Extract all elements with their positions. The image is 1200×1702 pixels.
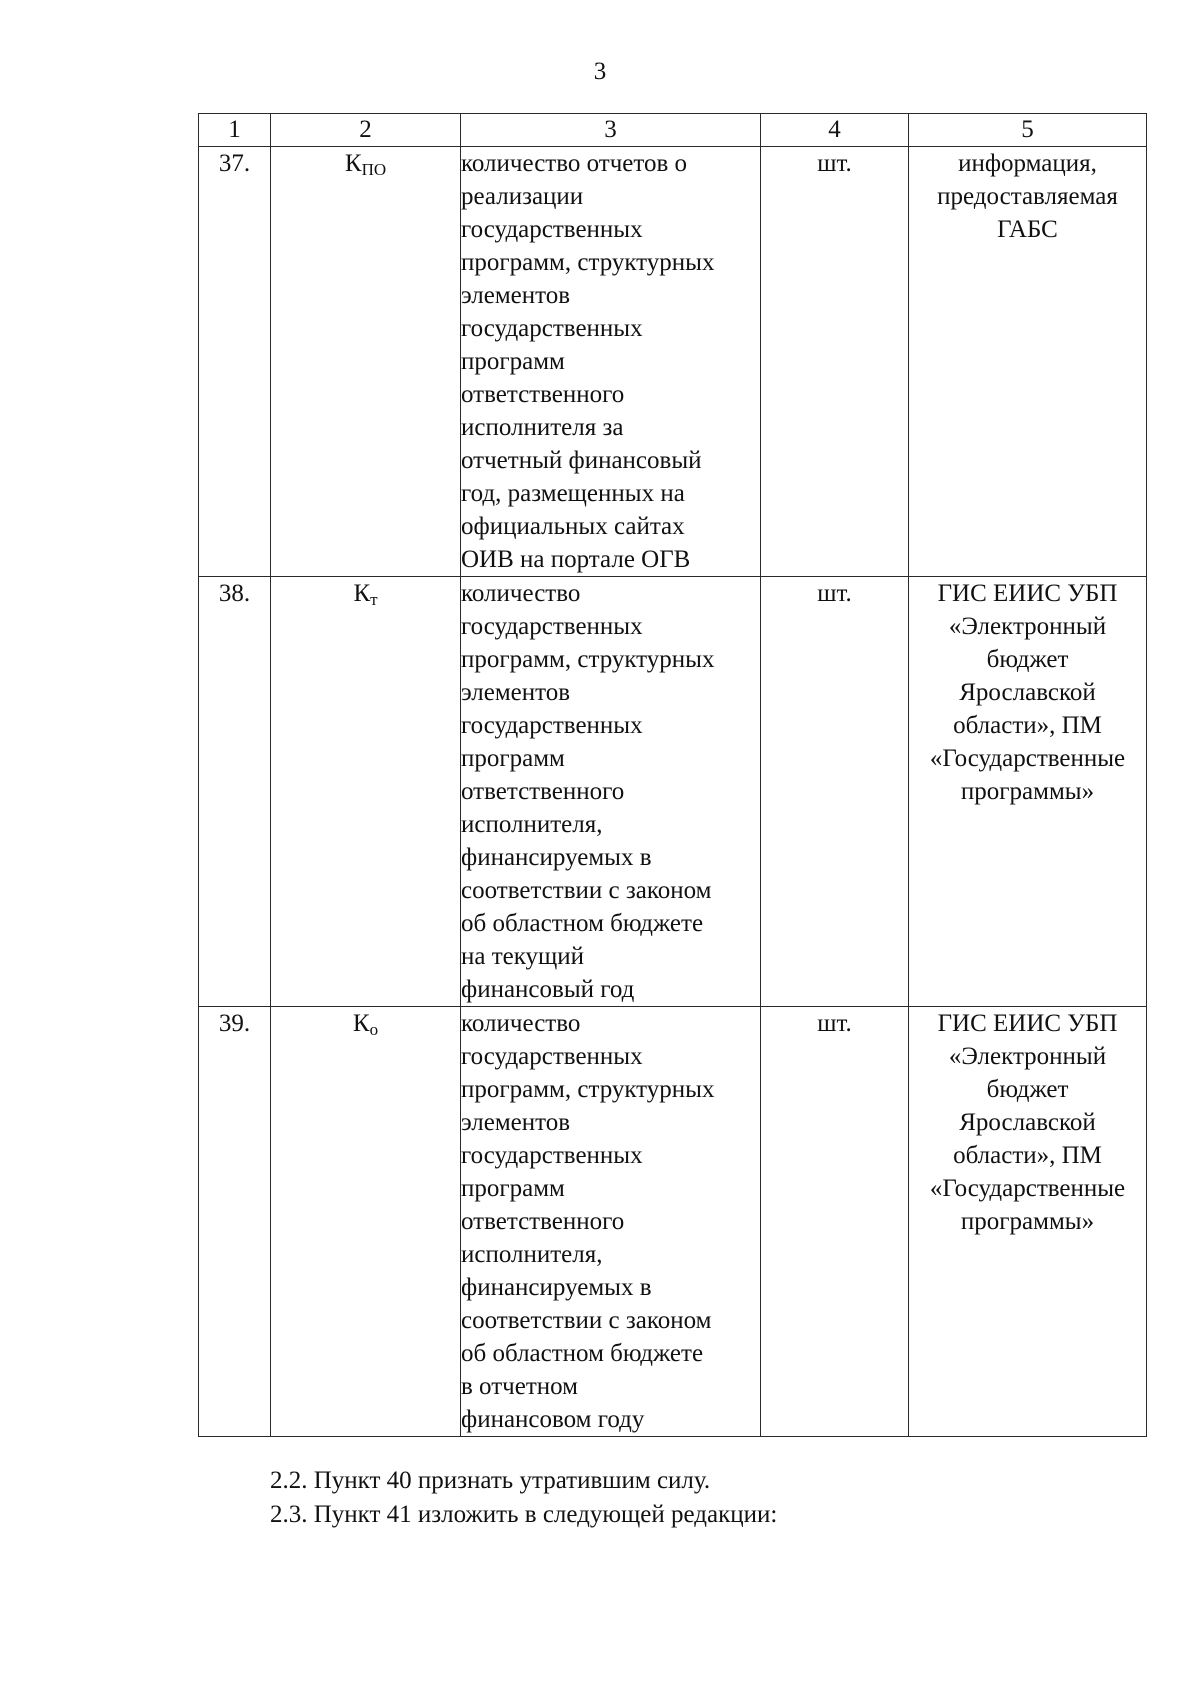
data-source: информация, предоставляемая ГАБС [909,147,1147,577]
row-number: 38. [199,577,271,1007]
unit-of-measure: шт. [761,577,909,1007]
indicator-symbol [271,1007,461,1437]
indicator-symbol [271,577,461,1007]
symbol-base: К [352,1010,370,1037]
data-source: ГИС ЕИИС УБП «Электронный бюджет Ярославской области», ПМ «Государственные программы» [909,577,1147,1007]
data-source: ГИС ЕИИС УБП «Электронный бюджет Ярославской области», ПМ «Государственные программы» [909,1007,1147,1437]
row-number: 37. [199,147,271,577]
symbol-subscript: ПО [361,160,387,179]
column-header-1: 1 [199,114,271,147]
unit-of-measure: шт. [761,147,909,577]
column-header-5: 5 [909,114,1147,147]
paragraph-2-3: 2.3. Пункт 41 изложить в следующей редакции: [270,1501,778,1528]
indicator-symbol [271,147,461,577]
symbol-subscript: о [369,1020,379,1039]
column-header-4: 4 [761,114,909,147]
indicator-description: количество государственных программ, структурных элементов государственных программ ответственного исполнителя, финансируемых в соответствии с законом об областном бюджете в отчетном финансовом году [461,1007,761,1437]
unit-of-measure: шт. [761,1007,909,1437]
page-number: 3 [593,58,607,85]
symbol-subscript: т [370,590,378,609]
column-header-2: 2 [271,114,461,147]
symbol-base: К [344,150,362,177]
indicators-table [198,113,1147,1437]
column-header-3: 3 [461,114,761,147]
row-number: 39. [199,1007,271,1437]
table-row [199,577,1147,1007]
table-row [199,147,1147,577]
table-header-row [199,114,1147,147]
paragraph-2-2: 2.2. Пункт 40 признать утратившим силу. [270,1467,711,1494]
symbol-base: К [353,580,371,607]
table-row [199,1007,1147,1437]
indicator-description: количество отчетов о реализации государственных программ, структурных элементов государственных программ ответственного исполнителя за отчетный финансовый год, размещенных на официальных сайтах ОИВ на портале ОГВ [461,147,761,577]
indicator-description: количество государственных программ, структурных элементов государственных программ ответственного исполнителя, финансируемых в соответствии с законом об областном бюджете на текущий финансовый год [461,577,761,1007]
